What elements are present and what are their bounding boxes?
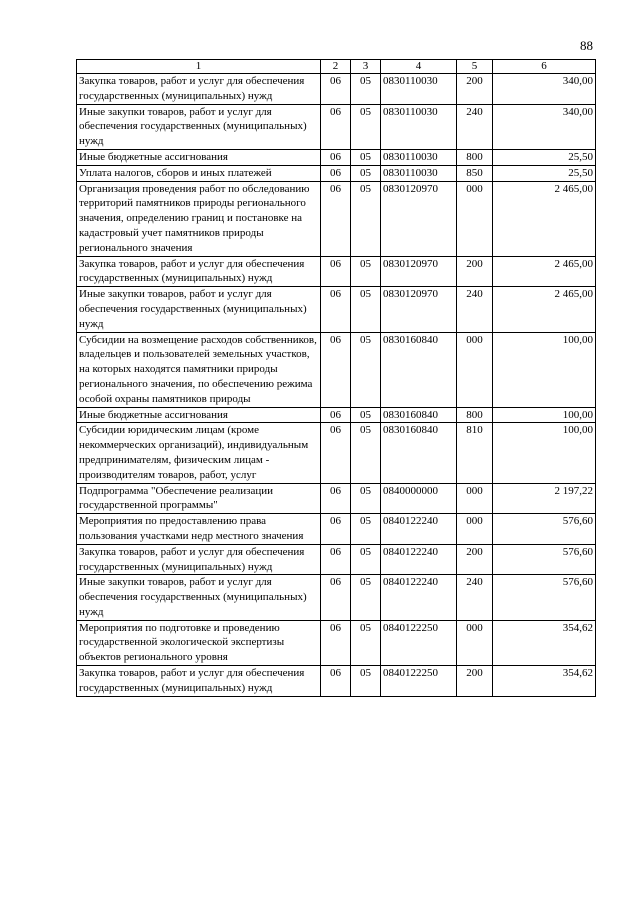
expense-type-code: 850 <box>457 165 493 181</box>
amount: 2 465,00 <box>493 181 596 256</box>
table-row <box>77 165 596 181</box>
target-article-code: 0830110030 <box>381 165 457 181</box>
header-row <box>77 60 596 74</box>
table-row <box>77 287 596 332</box>
subsection-code: 05 <box>351 181 381 256</box>
amount: 576,60 <box>493 514 596 545</box>
amount: 354,62 <box>493 666 596 697</box>
target-article-code: 0830110030 <box>381 74 457 105</box>
section-code: 06 <box>321 407 351 423</box>
item-name: Уплата налогов, сборов и иных платежей <box>77 165 321 181</box>
target-article-code: 0840122250 <box>381 620 457 665</box>
subsection-code: 05 <box>351 514 381 545</box>
target-article-code: 0830120970 <box>381 181 457 256</box>
budget-table <box>76 59 596 697</box>
section-code: 06 <box>321 483 351 514</box>
item-name: Закупка товаров, работ и услуг для обеспечения государственных (муниципальных) нужд <box>77 74 321 105</box>
subsection-code: 05 <box>351 544 381 575</box>
expense-type-code: 240 <box>457 287 493 332</box>
expense-type-code: 200 <box>457 256 493 287</box>
table-row <box>77 149 596 165</box>
item-name: Закупка товаров, работ и услуг для обеспечения государственных (муниципальных) нужд <box>77 544 321 575</box>
header-cell: 5 <box>457 60 493 74</box>
amount: 576,60 <box>493 575 596 620</box>
item-name: Субсидии юридическим лицам (кроме некоммерческих организаций), индивидуальным предпринимателям, физическим лицам - производителям товаров, работ, услуг <box>77 423 321 483</box>
item-name: Подпрограмма "Обеспечение реализации государственной программы" <box>77 483 321 514</box>
amount: 340,00 <box>493 74 596 105</box>
section-code: 06 <box>321 423 351 483</box>
target-article-code: 0840000000 <box>381 483 457 514</box>
section-code: 06 <box>321 149 351 165</box>
item-name: Мероприятия по предоставлению права пользования участками недр местного значения <box>77 514 321 545</box>
subsection-code: 05 <box>351 666 381 697</box>
table-row <box>77 666 596 697</box>
section-code: 06 <box>321 620 351 665</box>
expense-type-code: 000 <box>457 483 493 514</box>
subsection-code: 05 <box>351 74 381 105</box>
header-cell: 4 <box>381 60 457 74</box>
header-cell: 6 <box>493 60 596 74</box>
amount: 100,00 <box>493 332 596 407</box>
subsection-code: 05 <box>351 423 381 483</box>
amount: 576,60 <box>493 544 596 575</box>
subsection-code: 05 <box>351 104 381 149</box>
subsection-code: 05 <box>351 332 381 407</box>
expense-type-code: 000 <box>457 332 493 407</box>
table-row <box>77 575 596 620</box>
table-row <box>77 620 596 665</box>
expense-type-code: 200 <box>457 544 493 575</box>
amount: 100,00 <box>493 407 596 423</box>
table-row <box>77 423 596 483</box>
item-name: Закупка товаров, работ и услуг для обеспечения государственных (муниципальных) нужд <box>77 666 321 697</box>
section-code: 06 <box>321 575 351 620</box>
item-name: Иные закупки товаров, работ и услуг для обеспечения государственных (муниципальных) нужд <box>77 104 321 149</box>
section-code: 06 <box>321 181 351 256</box>
section-code: 06 <box>321 256 351 287</box>
amount: 2 465,00 <box>493 287 596 332</box>
table-row <box>77 332 596 407</box>
table-row <box>77 181 596 256</box>
item-name: Организация проведения работ по обследованию территорий памятников природы регионального значения, определению границ и постановке на кадастровый учет памятников природы регионального значения <box>77 181 321 256</box>
subsection-code: 05 <box>351 287 381 332</box>
target-article-code: 0840122240 <box>381 544 457 575</box>
section-code: 06 <box>321 514 351 545</box>
item-name: Иные бюджетные ассигнования <box>77 407 321 423</box>
target-article-code: 0840122240 <box>381 514 457 545</box>
expense-type-code: 200 <box>457 74 493 105</box>
item-name: Мероприятия по подготовке и проведению государственной экологической экспертизы объектов регионального уровня <box>77 620 321 665</box>
subsection-code: 05 <box>351 620 381 665</box>
table-body <box>77 74 596 697</box>
section-code: 06 <box>321 287 351 332</box>
subsection-code: 05 <box>351 149 381 165</box>
expense-type-code: 000 <box>457 181 493 256</box>
item-name: Иные закупки товаров, работ и услуг для обеспечения государственных (муниципальных) нужд <box>77 287 321 332</box>
header-cell: 2 <box>321 60 351 74</box>
expense-type-code: 240 <box>457 575 493 620</box>
section-code: 06 <box>321 104 351 149</box>
subsection-code: 05 <box>351 483 381 514</box>
item-name: Иные бюджетные ассигнования <box>77 149 321 165</box>
section-code: 06 <box>321 544 351 575</box>
subsection-code: 05 <box>351 165 381 181</box>
section-code: 06 <box>321 666 351 697</box>
table-row <box>77 256 596 287</box>
expense-type-code: 200 <box>457 666 493 697</box>
section-code: 06 <box>321 165 351 181</box>
subsection-code: 05 <box>351 256 381 287</box>
target-article-code: 0830160840 <box>381 332 457 407</box>
expense-type-code: 800 <box>457 407 493 423</box>
expense-type-code: 810 <box>457 423 493 483</box>
header-cell: 1 <box>77 60 321 74</box>
target-article-code: 0830110030 <box>381 149 457 165</box>
table-row <box>77 74 596 105</box>
section-code: 06 <box>321 332 351 407</box>
item-name: Субсидии на возмещение расходов собственников, владельцев и пользователей земельных участков, на которых находятся памятники природы регионального значения, по обеспечению режима особой охраны памятников природы <box>77 332 321 407</box>
expense-type-code: 000 <box>457 620 493 665</box>
subsection-code: 05 <box>351 407 381 423</box>
amount: 2 465,00 <box>493 256 596 287</box>
expense-type-code: 240 <box>457 104 493 149</box>
section-code: 06 <box>321 74 351 105</box>
amount: 340,00 <box>493 104 596 149</box>
amount: 25,50 <box>493 149 596 165</box>
item-name: Иные закупки товаров, работ и услуг для обеспечения государственных (муниципальных) нужд <box>77 575 321 620</box>
header-cell: 3 <box>351 60 381 74</box>
page-number: 88 <box>580 38 593 53</box>
amount: 100,00 <box>493 423 596 483</box>
target-article-code: 0830160840 <box>381 423 457 483</box>
expense-type-code: 800 <box>457 149 493 165</box>
target-article-code: 0830120970 <box>381 287 457 332</box>
subsection-code: 05 <box>351 575 381 620</box>
target-article-code: 0830160840 <box>381 407 457 423</box>
target-article-code: 0830120970 <box>381 256 457 287</box>
amount: 354,62 <box>493 620 596 665</box>
table-row <box>77 544 596 575</box>
table-row <box>77 407 596 423</box>
target-article-code: 0840122240 <box>381 575 457 620</box>
amount: 2 197,22 <box>493 483 596 514</box>
item-name: Закупка товаров, работ и услуг для обеспечения государственных (муниципальных) нужд <box>77 256 321 287</box>
target-article-code: 0840122250 <box>381 666 457 697</box>
table-row <box>77 104 596 149</box>
target-article-code: 0830110030 <box>381 104 457 149</box>
expense-type-code: 000 <box>457 514 493 545</box>
table-row <box>77 483 596 514</box>
amount: 25,50 <box>493 165 596 181</box>
table-row <box>77 514 596 545</box>
